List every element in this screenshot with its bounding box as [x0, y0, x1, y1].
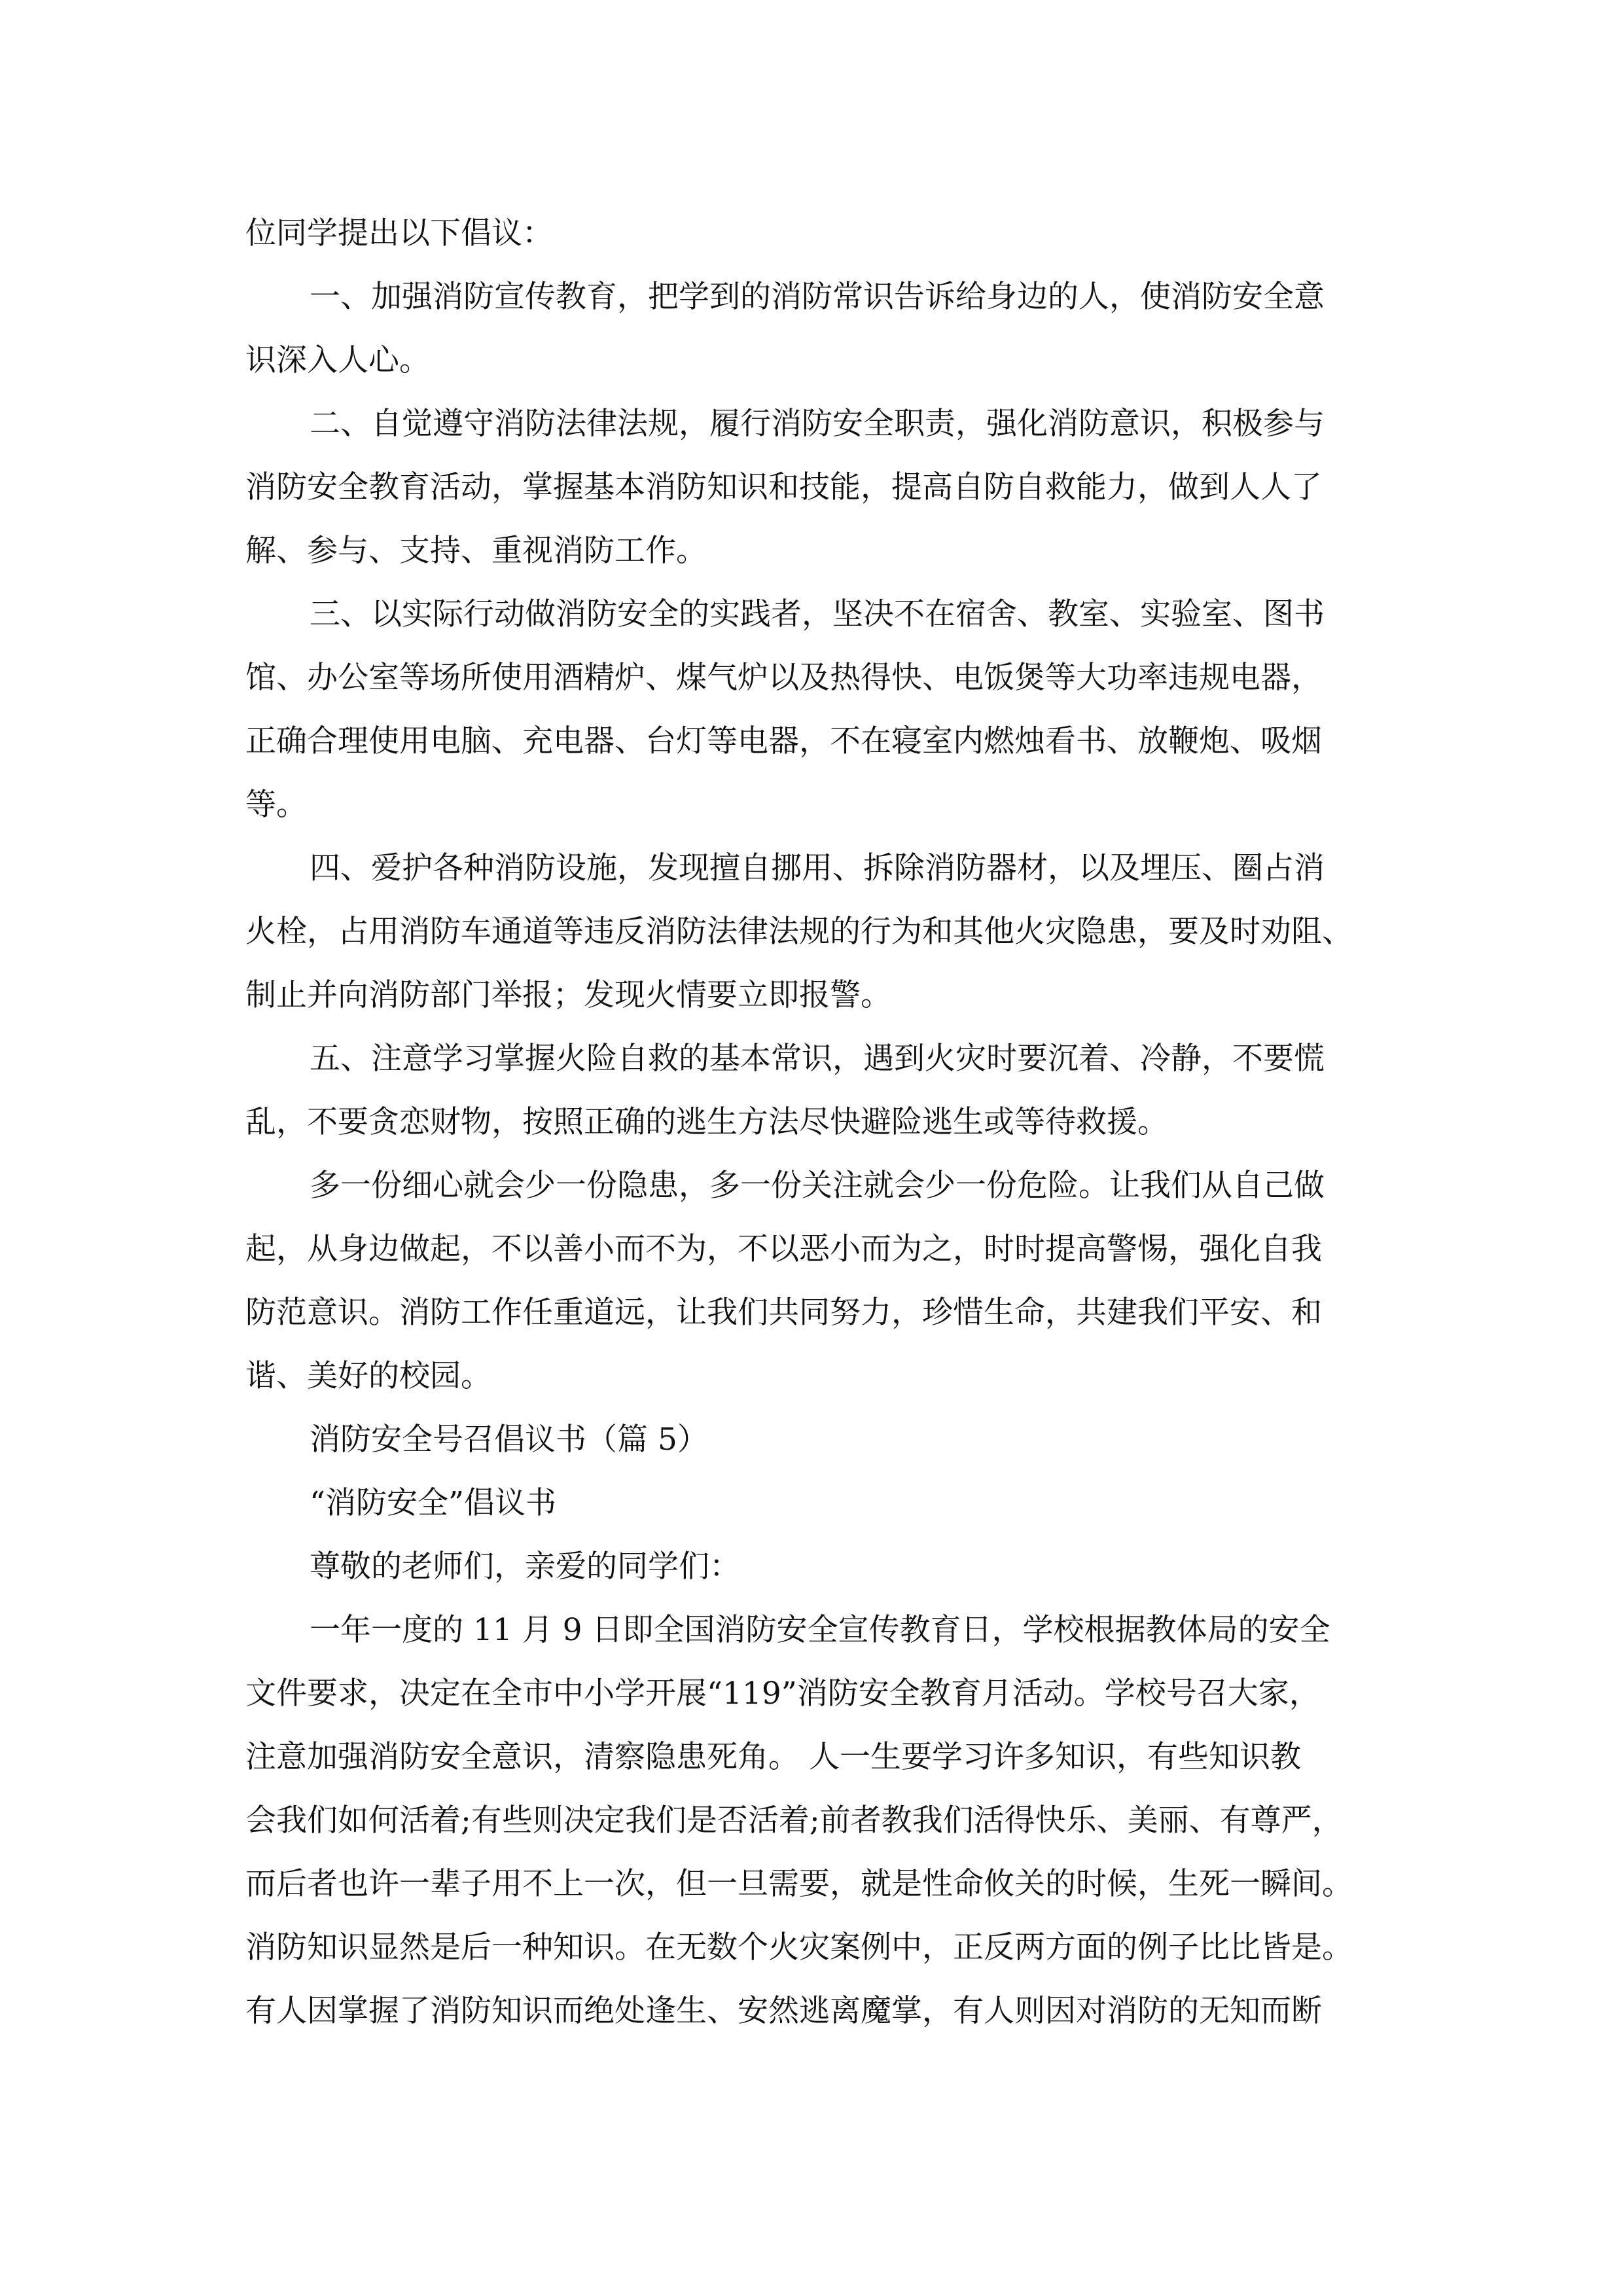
- text-line: 有人因掌握了消防知识而绝处逢生、安然逃离魔掌，有人则因对消防的无知而断: [245, 1993, 1322, 2029]
- text-line: 识深入人心。: [245, 342, 430, 378]
- text-line: 而后者也许一辈子用不上一次，但一旦需要，就是性命攸关的时候，生死一瞬间。: [245, 1866, 1353, 1902]
- section-title: 消防安全号召倡议书（篇 5）: [310, 1422, 708, 1458]
- text-line: 位同学提出以下倡议：: [245, 215, 553, 251]
- text-line: 防范意识。消防工作任重道远，让我们共同努力，珍惜生命，共建我们平安、和: [245, 1295, 1322, 1331]
- text-line: 二、自觉遵守消防法律法规，履行消防安全职责，强化消防意识，积极参与: [310, 406, 1325, 442]
- text-line: 注意加强消防安全意识，清察隐患死角。 人一生要学习许多知识，有些知识教: [245, 1739, 1301, 1775]
- text-line: 一、加强消防宣传教育，把学到的消防常识告诉给身边的人，使消防安全意: [310, 279, 1325, 315]
- text-line: 五、注意学习掌握火险自救的基本常识，遇到火灾时要沉着、冷静，不要慌: [310, 1041, 1325, 1077]
- text-line: 谐、美好的校园。: [245, 1358, 491, 1394]
- text-line: 消防知识显然是后一种知识。在无数个火灾案例中，正反两方面的例子比比皆是。: [245, 1929, 1353, 1965]
- document-body: [245, 202, 1378, 2043]
- salutation: 尊敬的老师们，亲爱的同学们：: [310, 1549, 740, 1585]
- text-line: 等。: [245, 787, 307, 823]
- text-line: 火栓，占用消防车通道等违反消防法律法规的行为和其他火灾隐患，要及时劝阻、: [245, 914, 1353, 950]
- text-line: 多一份细心就会少一份隐患，多一份关注就会少一份危险。让我们从自己做: [310, 1168, 1325, 1204]
- text-line: 四、爱护各种消防设施，发现擅自挪用、拆除消防器材，以及埋压、圈占消: [310, 850, 1325, 886]
- text-line: 一年一度的 11 月 9 日即全国消防安全宣传教育日，学校根据教体局的安全: [310, 1612, 1330, 1648]
- text-line: 消防安全教育活动，掌握基本消防知识和技能，提高自防自救能力，做到人人了: [245, 469, 1322, 505]
- text-line: 正确合理使用电脑、充电器、台灯等电器，不在寝室内燃烛看书、放鞭炮、吸烟: [245, 723, 1322, 759]
- text-line: 起，从身边做起，不以善小而不为，不以恶小而为之，时时提高警惕，强化自我: [245, 1231, 1322, 1267]
- text-line: 文件要求，决定在全市中小学开展“119”消防安全教育月活动。学校号召大家，: [245, 1676, 1320, 1712]
- text-line: 制止并向消防部门举报；发现火情要立即报警。: [245, 977, 891, 1013]
- text-line: 解、参与、支持、重视消防工作。: [245, 533, 707, 569]
- text-line: 会我们如何活着;有些则决定我们是否活着;前者教我们活得快乐、美丽、有尊严，: [245, 1803, 1343, 1839]
- letter-title: “消防安全”倡议书: [310, 1485, 557, 1521]
- text-line: 乱，不要贪恋财物，按照正确的逃生方法尽快避险逃生或等待救援。: [245, 1104, 1168, 1140]
- text-line: 馆、办公室等场所使用酒精炉、煤气炉以及热得快、电饭煲等大功率违规电器，: [245, 660, 1322, 696]
- text-line: 三、以实际行动做消防安全的实践者，坚决不在宿舍、教室、实验室、图书: [310, 596, 1325, 632]
